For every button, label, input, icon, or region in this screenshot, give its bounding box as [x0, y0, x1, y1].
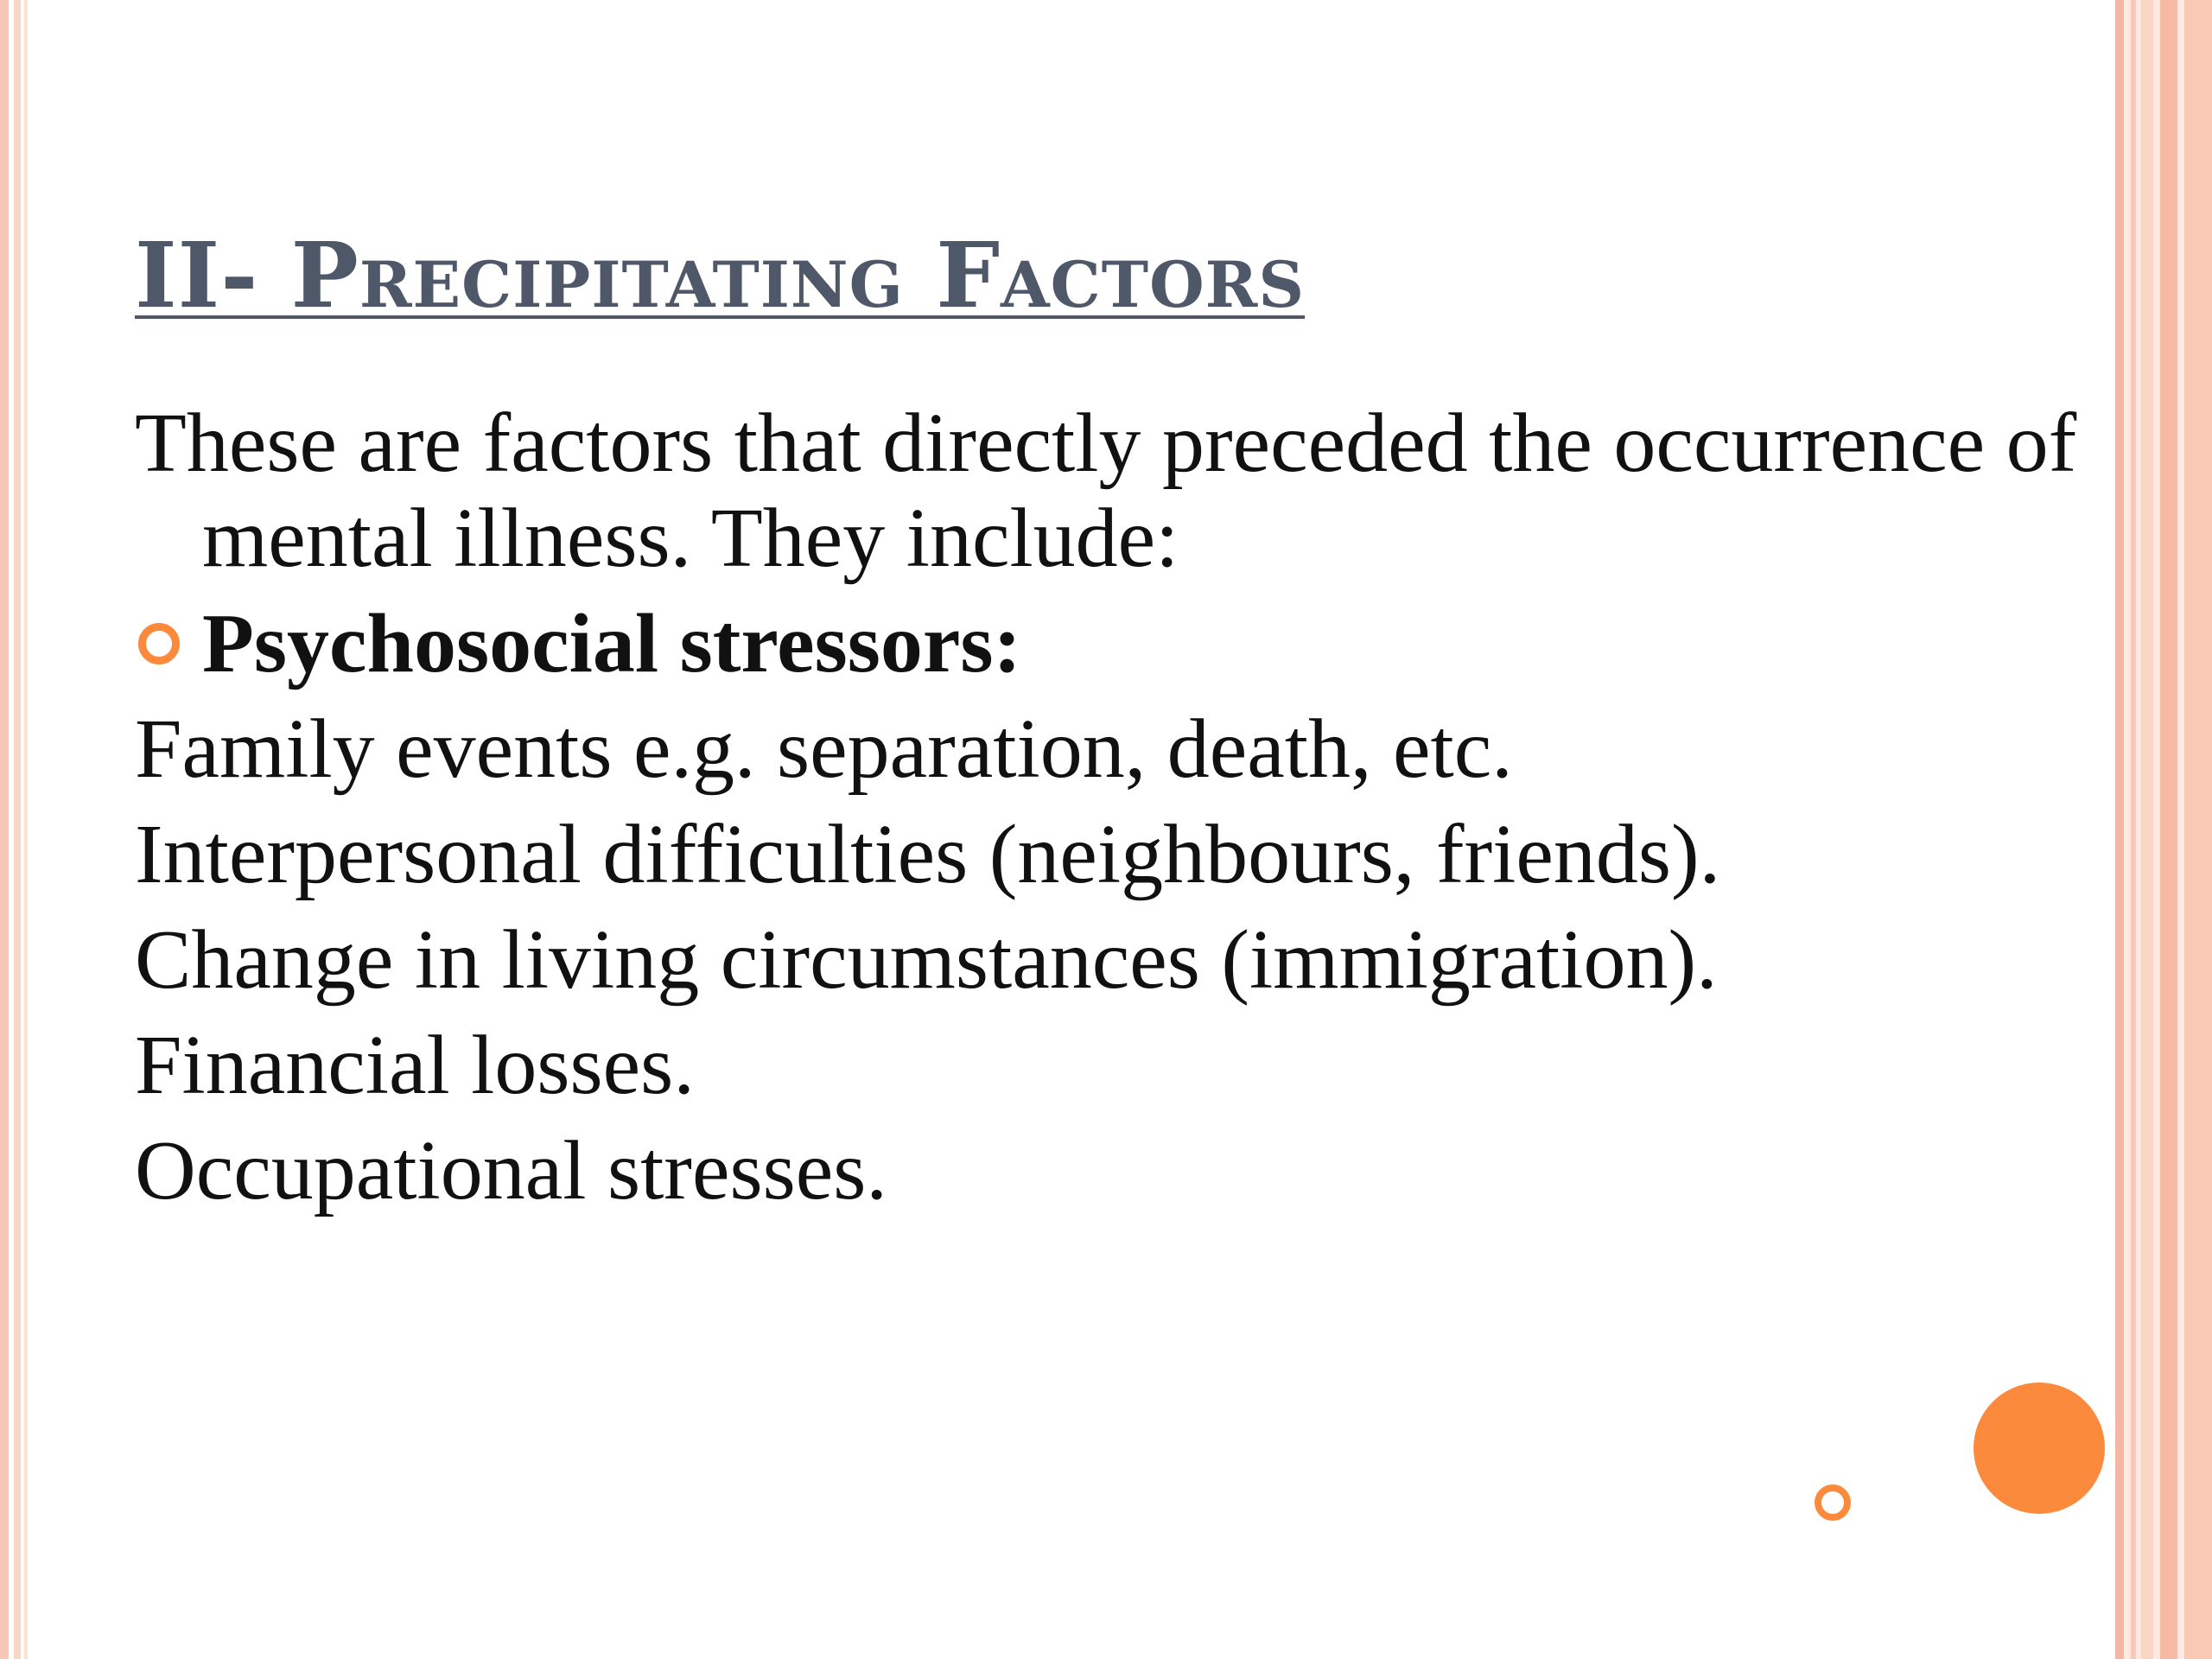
list-item-family-events: Family events e.g. separation, death, etc. — [135, 702, 1513, 796]
right-border-stripe-4 — [2160, 0, 2177, 1659]
bullet-heading: Psychosocial stressors: — [202, 597, 1022, 690]
slide-body — [135, 396, 2079, 1229]
list-item-financial-losses: Financial losses. — [135, 1019, 695, 1112]
right-border-stripe-1 — [2115, 0, 2124, 1659]
bullet-item-psychosocial — [135, 596, 2079, 691]
decorative-small-ring-icon — [1815, 1484, 1851, 1521]
right-border-stripe-3 — [2141, 0, 2153, 1659]
right-border-stripe-5 — [2184, 0, 2212, 1659]
list-item-occupational-stresses: Occupational stresses. — [135, 1124, 887, 1217]
left-border-stripe-inner — [24, 0, 28, 1659]
right-border-stripe-2 — [2131, 0, 2136, 1659]
ring-bullet-icon — [138, 623, 180, 664]
decorative-large-circle-icon — [1974, 1382, 2105, 1514]
left-border-stripe-outer — [0, 0, 9, 1659]
intro-paragraph: These are factors that directly preceded the occurrence of mental illness. They include: — [135, 397, 2077, 585]
left-border-stripe-middle — [14, 0, 21, 1659]
list-item-interpersonal: Interpersonal difficulties (neighbours, friends). — [135, 808, 1721, 901]
slide-title: II- Precipitating Factors — [135, 222, 1306, 328]
list-item-living-circumstances: Change in living circumstances (immigration). — [135, 913, 1718, 1007]
